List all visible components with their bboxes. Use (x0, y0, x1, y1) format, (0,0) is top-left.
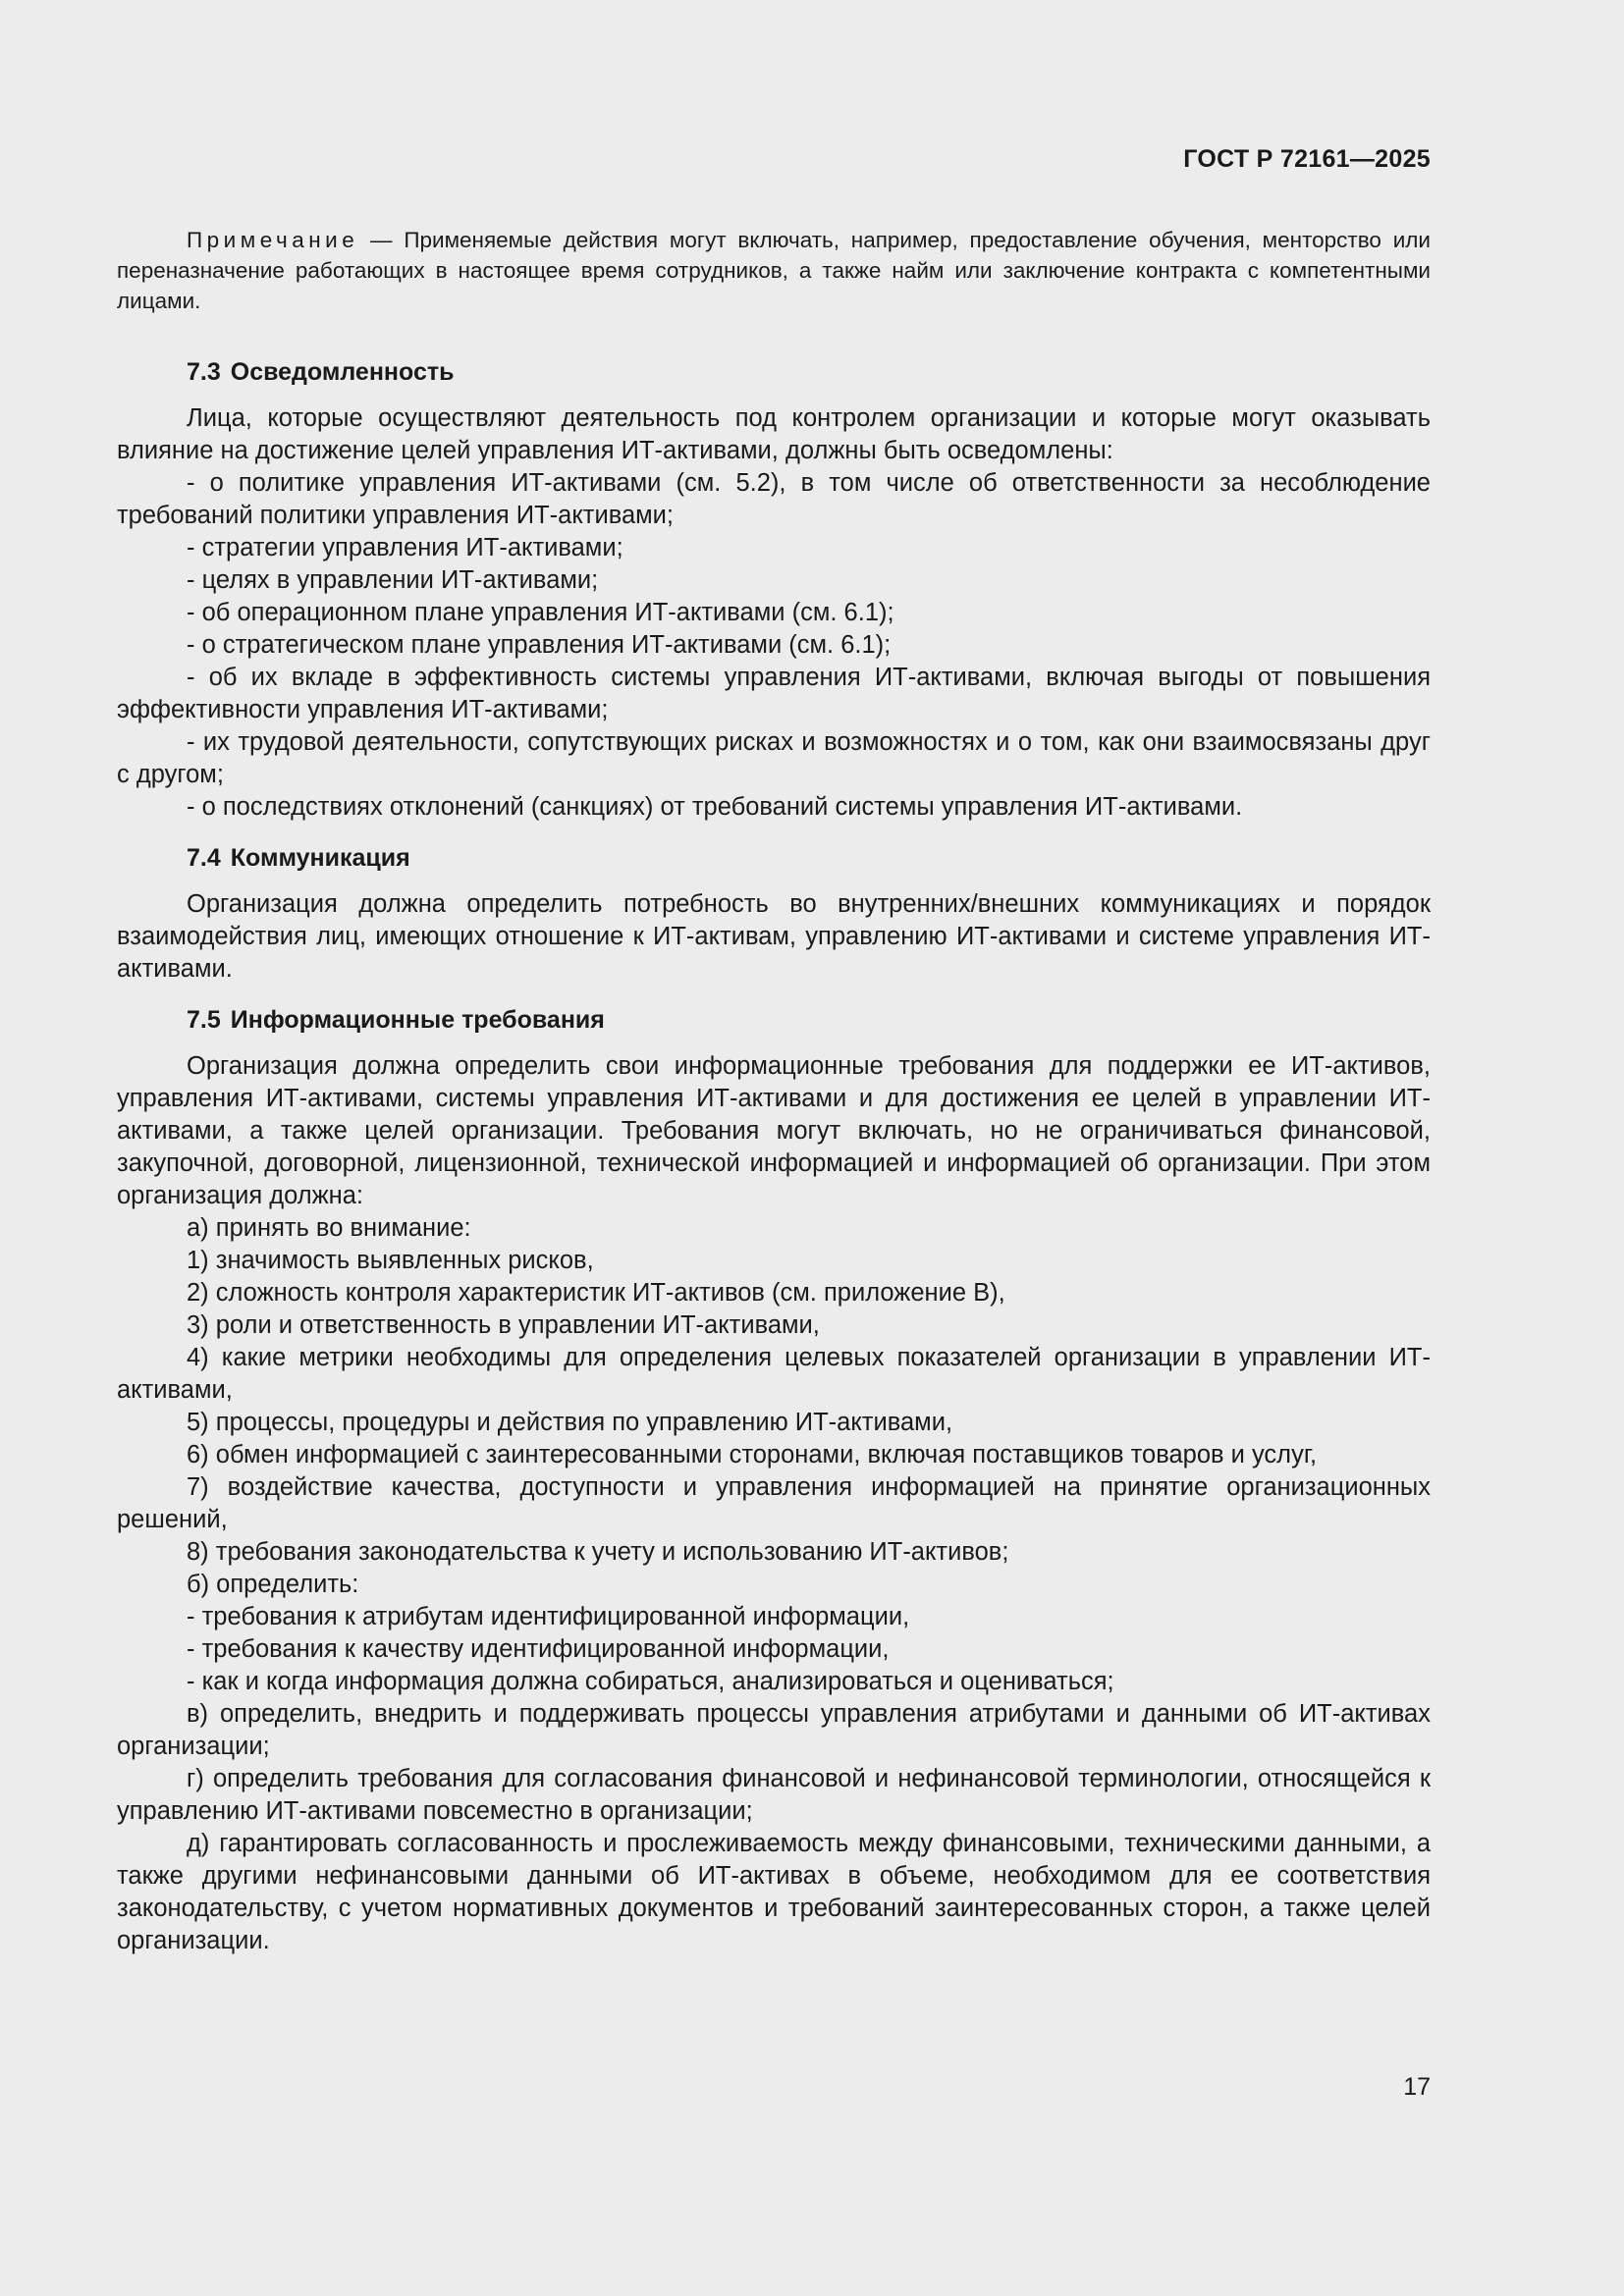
list-item: в) определить, внедрить и поддерживать процессы управления атрибутами и данными об ИТ-активах организации; (117, 1700, 1431, 1760)
list-item: а) принять во внимание: (187, 1214, 471, 1242)
section-7-3-intro: Лица, которые осуществляют деятельность под контролем организации и которые могут оказывать влияние на достижение целей управления ИТ-активами, должны быть осведомлены: (117, 404, 1431, 464)
section-7-4-heading (117, 841, 1431, 875)
section-7-5-heading (117, 1003, 1431, 1037)
section-7-3-heading (117, 355, 1431, 389)
list-item: - о последствиях отклонений (санкциях) от требований системы управления ИТ-активами. (187, 793, 1243, 821)
list-item: 3) роли и ответственность в управлении ИТ-активами, (187, 1311, 820, 1339)
standard-code-header: ГОСТ Р 72161—2025 (1183, 145, 1431, 173)
list-item: - целях в управлении ИТ-активами; (187, 566, 599, 594)
section-7-4-number: 7.4 (187, 844, 221, 872)
list-item: 4) какие метрики необходимы для определения целевых показателей организации в управлении ИТ-активами, (117, 1344, 1431, 1404)
list-item: - требования к атрибутам идентифицированной информации, (187, 1603, 910, 1630)
section-7-3-title: Осведомленность (230, 358, 455, 386)
list-item: 2) сложность контроля характеристик ИТ-активов (см. приложение В), (187, 1279, 1005, 1307)
section-7-5-number: 7.5 (187, 1006, 221, 1034)
list-item: - требования к качеству идентифицированной информации, (187, 1635, 890, 1663)
page-content (117, 225, 1431, 1957)
list-item: 5) процессы, процедуры и действия по управлению ИТ-активами, (187, 1409, 953, 1436)
list-item: б) определить: (187, 1571, 359, 1598)
list-item: - об их вкладе в эффективность системы управления ИТ-активами, включая выгоды от повышения эффективности управления ИТ-активами; (117, 664, 1431, 723)
section-7-4-text: Организация должна определить потребность во внутренних/внешних коммуникациях и порядок взаимодействия лиц, имеющих отношение к ИТ-активам, управлению ИТ-активами и системе управления ИТ-активами. (117, 890, 1431, 983)
note-label: Примечание (187, 228, 359, 252)
list-item: 1) значимость выявленных рисков, (187, 1247, 594, 1274)
list-item: д) гарантировать согласованность и прослеживаемость между финансовыми, техническими данными, а также другими нефинансовыми данными об ИТ-активах в объеме, необходимом для ее соответствия законодательству, с учетом нормативных документов и требований заинтересованных сторон, а также целей организации. (117, 1830, 1431, 1954)
page-number: 17 (1403, 2073, 1431, 2101)
section-7-5-title: Информационные требования (230, 1006, 605, 1034)
list-item: - их трудовой деятельности, сопутствующих рисках и возможностях и о том, как они взаимосвязаны друг с другом; (117, 728, 1431, 788)
list-item: - об операционном плане управления ИТ-активами (см. 6.1); (187, 599, 894, 626)
list-item: 8) требования законодательства к учету и использованию ИТ-активов; (187, 1538, 1009, 1566)
list-item: - стратегии управления ИТ-активами; (187, 534, 623, 561)
list-item: - о политике управления ИТ-активами (см. 5.2), в том числе об ответственности за несоблюдение требований политики управления ИТ-активами; (117, 469, 1431, 529)
list-item: - о стратегическом плане управления ИТ-активами (см. 6.1); (187, 631, 892, 659)
section-7-5-intro: Организация должна определить свои информационные требования для поддержки ее ИТ-активов, управления ИТ-активами, системы управления ИТ-активами и для достижения ее целей в управлении ИТ-активами, а также целей организации. Требования могут включать, но не ограничиваться финансовой, закупочной, договорной, лицензионной, технической информацией и информацией об организации. При этом организация должна: (117, 1052, 1431, 1209)
note-text: — Применяемые действия могут включать, например, предоставление обучения, менторство или переназначение работающих в настоящее время сотрудников, а также найм или заключение контракта с компетентными лицами. (117, 228, 1431, 313)
note-paragraph (117, 225, 1431, 316)
list-item: - как и когда информация должна собираться, анализироваться и оцениваться; (187, 1668, 1114, 1695)
section-7-4-title: Коммуникация (230, 844, 410, 872)
section-7-3-number: 7.3 (187, 358, 221, 386)
list-item: г) определить требования для согласования финансовой и нефинансовой терминологии, относящейся к управлению ИТ-активами повсеместно в организации; (117, 1765, 1431, 1825)
list-item: 6) обмен информацией с заинтересованными сторонами, включая поставщиков товаров и услуг, (187, 1441, 1318, 1468)
list-item: 7) воздействие качества, доступности и управления информацией на принятие организационных решений, (117, 1473, 1431, 1533)
